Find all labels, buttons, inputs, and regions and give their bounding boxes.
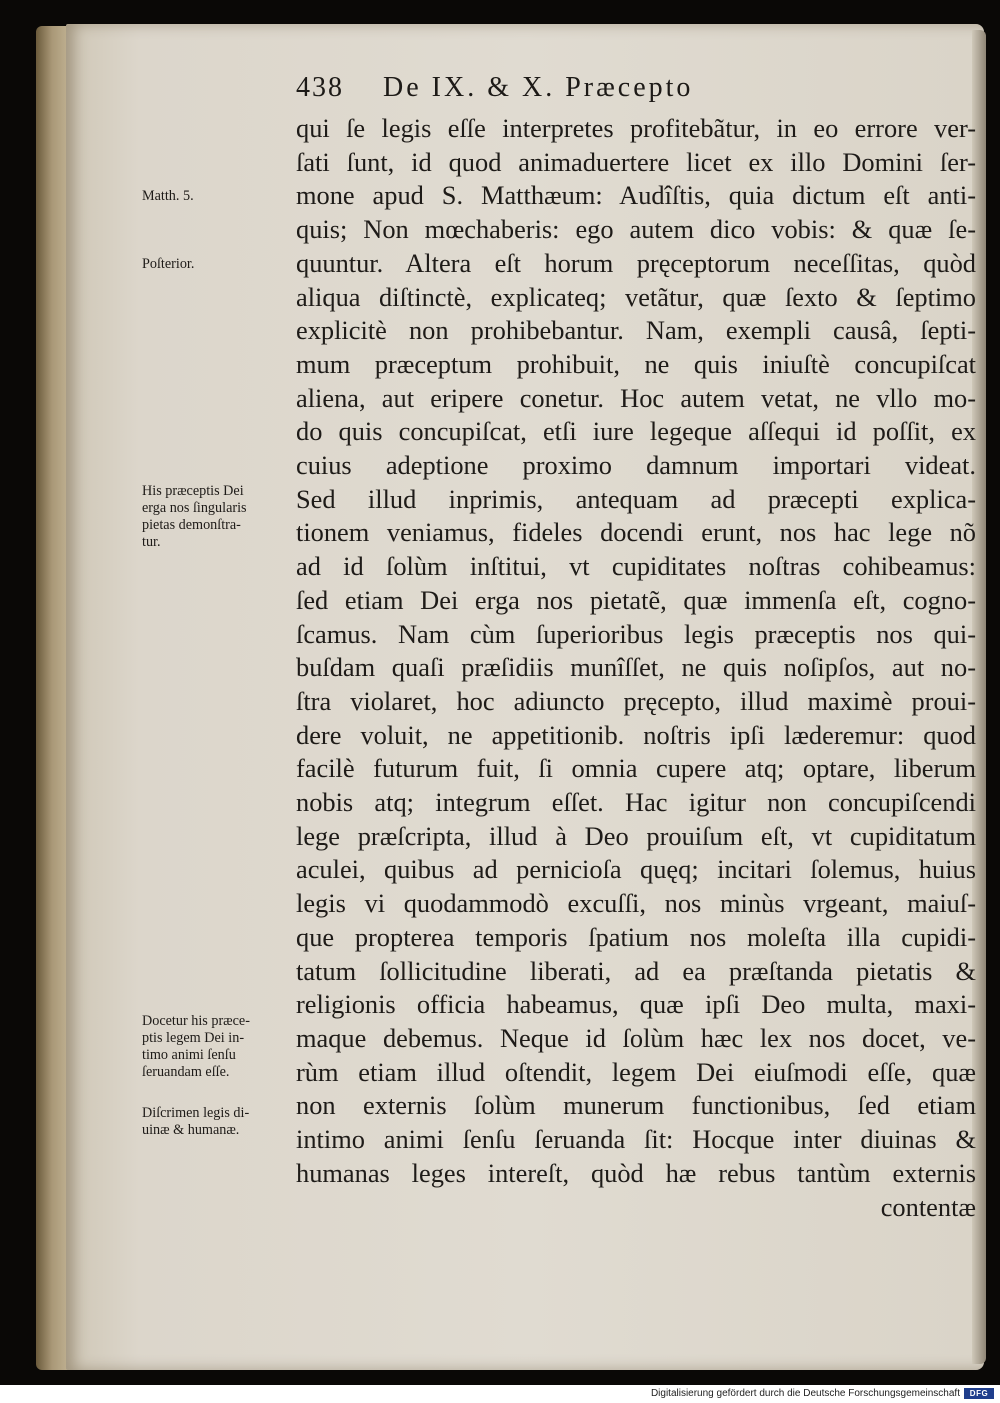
text-line: do quis concupiſcat, etſi iure legeque aſſequi id poſſit, ex xyxy=(296,416,976,447)
margin-note-line: ſeruandam eſſe. xyxy=(142,1064,230,1080)
text-line: legis vi quodammodò excuſſi, nos minùs vrgeant, maiuſ- xyxy=(296,888,976,919)
text-line: quuntur. Altera eſt horum pręceptorum neceſſitas, quòd xyxy=(296,247,976,278)
text-line: quis; Non mœchaberis: ego autem dico vobis: & quæ ſe- xyxy=(296,214,976,245)
text-line: tatum ſollicitudine liberati, ad ea præſtanda pietatis & xyxy=(296,955,976,986)
text-line: explicitè non prohibebantur. Nam, exempli causâ, ſepti- xyxy=(296,315,976,346)
margin-note-line: pietas demonſtra- xyxy=(142,517,241,533)
margin-note-line: tur. xyxy=(142,534,161,550)
margin-note-line: Matth. 5. xyxy=(142,188,194,204)
margin-note-matthew xyxy=(142,188,290,205)
text-line: nobis atq; integrum eſſet. Hac igitur non concupiſcendi xyxy=(296,787,976,818)
text-line: aliqua diſtinctè, explicateq; vetãtur, quæ ſexto & ſeptimo xyxy=(296,281,976,312)
text-line: humanas leges intereſt, quòd hæ rebus tantùm externis xyxy=(296,1157,976,1188)
margin-note-line: Docetur his præce- xyxy=(142,1013,250,1029)
running-title: De IX. & X. Præcepto xyxy=(383,72,694,103)
catchword: contentæ xyxy=(880,1191,976,1222)
margin-note-line: ptis legem Dei in- xyxy=(142,1030,245,1046)
margin-note-discrimen xyxy=(142,1105,290,1139)
text-line: qui ſe legis eſſe interpretes profitebãtur, in eo errore ver- xyxy=(296,113,976,143)
text-line: intimo animi ſenſu ſeruanda ſit: Hocque inter diuinas & xyxy=(296,1124,976,1155)
text-line: ſati ſunt, id quod animaduertere licet ex illo Domini ſer- xyxy=(296,146,976,177)
text-line: cuius adeptione proximo damnum importari videat. xyxy=(296,450,976,481)
text-line: rùm etiam illud oſtendit, legem Dei eiuſmodi eſſe, quæ xyxy=(296,1056,976,1087)
funding-credit: Digitalisierung gefördert durch die Deutsche Forschungsgemeinschaft xyxy=(650,1388,960,1399)
margin-note-posterior xyxy=(142,256,290,273)
text-line: lege præſcripta, illud à Deo prouiſum eſt, vt cupiditatum xyxy=(296,820,976,851)
margin-note-line: erga nos ſingularis xyxy=(142,500,247,516)
text-line: tionem veniamus, fideles docendi erunt, nos hac lege nõ xyxy=(296,517,976,548)
running-header xyxy=(296,72,693,104)
margin-note-line: His præceptis Dei xyxy=(142,483,244,499)
text-line: ſtra violaret, hoc adiuncto pręcepto, illud maximè proui- xyxy=(296,685,976,716)
text-line: non externis ſolùm munerum functionibus, ſed etiam xyxy=(296,1090,976,1121)
text-line: que propterea temporis ſpatium nos moleſta illa cupidi- xyxy=(296,921,976,952)
text-line: maque debemus. Neque id ſolùm hæc lex nos docet, ve- xyxy=(296,1022,976,1053)
margin-note-line: Diſcrimen legis di- xyxy=(142,1105,250,1121)
main-text-block xyxy=(296,112,976,1224)
text-line: facilè futurum fuit, ſi omnia cupere atq; optare, liberum xyxy=(296,753,976,784)
dfg-logo: DFG xyxy=(964,1388,994,1399)
text-line: aculei, quibus ad pernicioſa quęq; incitari ſolemus, huius xyxy=(296,854,976,885)
margin-note-line: uinæ & humanæ. xyxy=(142,1122,240,1138)
text-line: buſdam quaſi præſidiis munîſſet, ne quis noſipſos, aut no- xyxy=(296,652,976,683)
margin-note-docetur xyxy=(142,1013,290,1081)
text-line: dere voluit, ne appetitionib. noſtris ipſi læderemur: quod xyxy=(296,719,976,750)
margin-note-line: Poſterior. xyxy=(142,256,195,272)
text-line: aliena, aut eripere conetur. Hoc autem vetat, ne vllo mo- xyxy=(296,382,976,413)
text-line: ad id ſolùm inſtitui, vt cupiditates noſtras cohibeamus: xyxy=(296,551,976,582)
margin-note-pietas xyxy=(142,483,290,551)
text-line: Sed illud inprimis, antequam ad præcepti explica- xyxy=(296,483,976,514)
text-line: ſcamus. Nam cùm ſuperioribus legis præceptis nos qui- xyxy=(296,618,976,649)
margin-note-line: timo animi ſenſu xyxy=(142,1047,236,1063)
text-line: mum præceptum prohibuit, ne quis iniuſtè concupiſcat xyxy=(296,348,976,379)
page-number: 438 xyxy=(296,72,344,103)
text-line: ſed etiam Dei erga nos pietatẽ, quæ immenſa eſt, cogno- xyxy=(296,584,976,615)
text-line: religionis officia habeamus, quæ ipſi Deo multa, maxi- xyxy=(296,989,976,1020)
text-line: mone apud S. Matthæum: Audîſtis, quia dictum eſt anti- xyxy=(296,180,976,211)
